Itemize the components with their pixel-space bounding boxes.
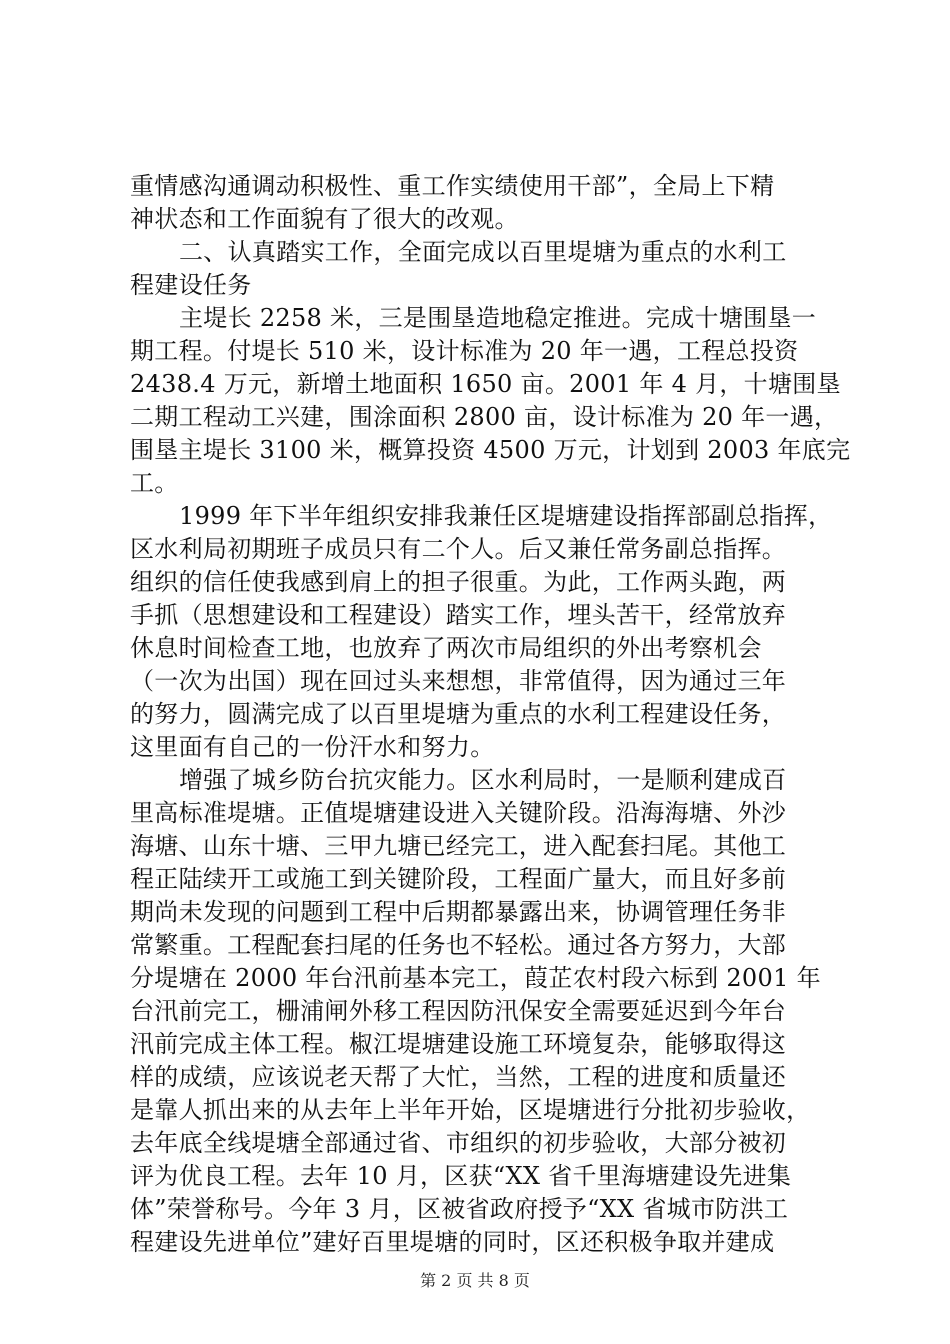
text-line: 海塘、山东十塘、三甲九塘已经完工，进入配套扫尾。其他工 [130,832,787,860]
text-line: 二期工程动工兴建，围涂面积 2800 亩，设计标准为 20 年一遇， [130,403,839,431]
text-line: 围垦主堤长 3100 米，概算投资 4500 万元，计划到 2003 年底完 [130,436,851,464]
text-line: 样的成绩，应该说老天帮了大忙，当然，工程的进度和质量还 [130,1063,787,1091]
text-line: 台汛前完工，栅浦闸外移工程因防汛保安全需要延迟到今年台 [130,997,787,1025]
text-line: 的努力，圆满完成了以百里堤塘为重点的水利工程建设任务， [130,700,787,728]
text-line: 常繁重。工程配套扫尾的任务也不轻松。通过各方努力，大部 [130,931,787,959]
text-line: 期尚未发现的问题到工程中后期都暴露出来，协调管理任务非 [130,898,787,926]
text-line: 里高标准堤塘。正值堤塘建设进入关键阶段。沿海海塘、外沙 [130,799,787,827]
text-line: 是靠人抓出来的从去年上半年开始，区堤塘进行分批初步验收， [130,1096,811,1124]
text-line: 重情感沟通调动积极性、重工作实绩使用干部”，全局上下精 [130,172,775,200]
text-line: 1999 年下半年组织安排我兼任区堤塘建设指挥部副总指挥， [179,502,833,530]
text-line: 分堤塘在 2000 年台汛前基本完工，葭芷农村段六标到 2001 年 [130,964,821,992]
text-line: 体”荣誉称号。今年 3 月，区被省政府授予“XX 省城市防洪工 [130,1195,789,1223]
text-line: 区水利局初期班子成员只有二个人。后又兼任常务副总指挥。 [130,535,787,563]
text-line: 汛前完成主体工程。椒江堤塘建设施工环境复杂，能够取得这 [130,1030,787,1058]
text-line: 程建设先进单位”建好百里堤塘的同时，区还积极争取并建成 [130,1228,775,1256]
text-line: 工。 [130,469,179,497]
text-line: 这里面有自己的一份汗水和努力。 [130,733,495,761]
text-line: 2438.4 万元，新增土地面积 1650 亩。2001 年 4 月，十塘围垦 [130,370,841,398]
text-line: （一次为出国）现在回过头来想想，非常值得，因为通过三年 [130,667,787,695]
text-line: 评为优良工程。去年 10 月，区获“XX 省千里海塘建设先进集 [130,1162,792,1190]
page-footer [0,1271,950,1291]
text-line: 神状态和工作面貌有了很大的改观。 [130,205,519,233]
body-text [130,170,851,1259]
text-line: 手抓（思想建设和工程建设）踏实工作，埋头苦干，经常放弃 [130,601,787,629]
page-number: 第 2 页 共 8 页 [420,1271,530,1290]
text-line: 去年底全线堤塘全部通过省、市组织的初步验收，大部分被初 [130,1129,787,1157]
text-line: 期工程。付堤长 510 米，设计标准为 20 年一遇，工程总投资 [130,337,799,365]
text-line: 程正陆续开工或施工到关键阶段，工程面广量大，而且好多前 [130,865,787,893]
text-line: 主堤长 2258 米，三是围垦造地稳定推进。完成十塘围垦一 [179,304,817,332]
text-line: 增强了城乡防台抗灾能力。区水利局时，一是顺利建成百 [179,766,787,794]
text-line: 组织的信任使我感到肩上的担子很重。为此，工作两头跑，两 [130,568,787,596]
section-heading-line: 程建设任务 [130,271,252,299]
text-line: 休息时间检查工地，也放弃了两次市局组织的外出考察机会 [130,634,762,662]
section-heading-line: 二、认真踏实工作，全面完成以百里堤塘为重点的水利工 [179,238,787,266]
